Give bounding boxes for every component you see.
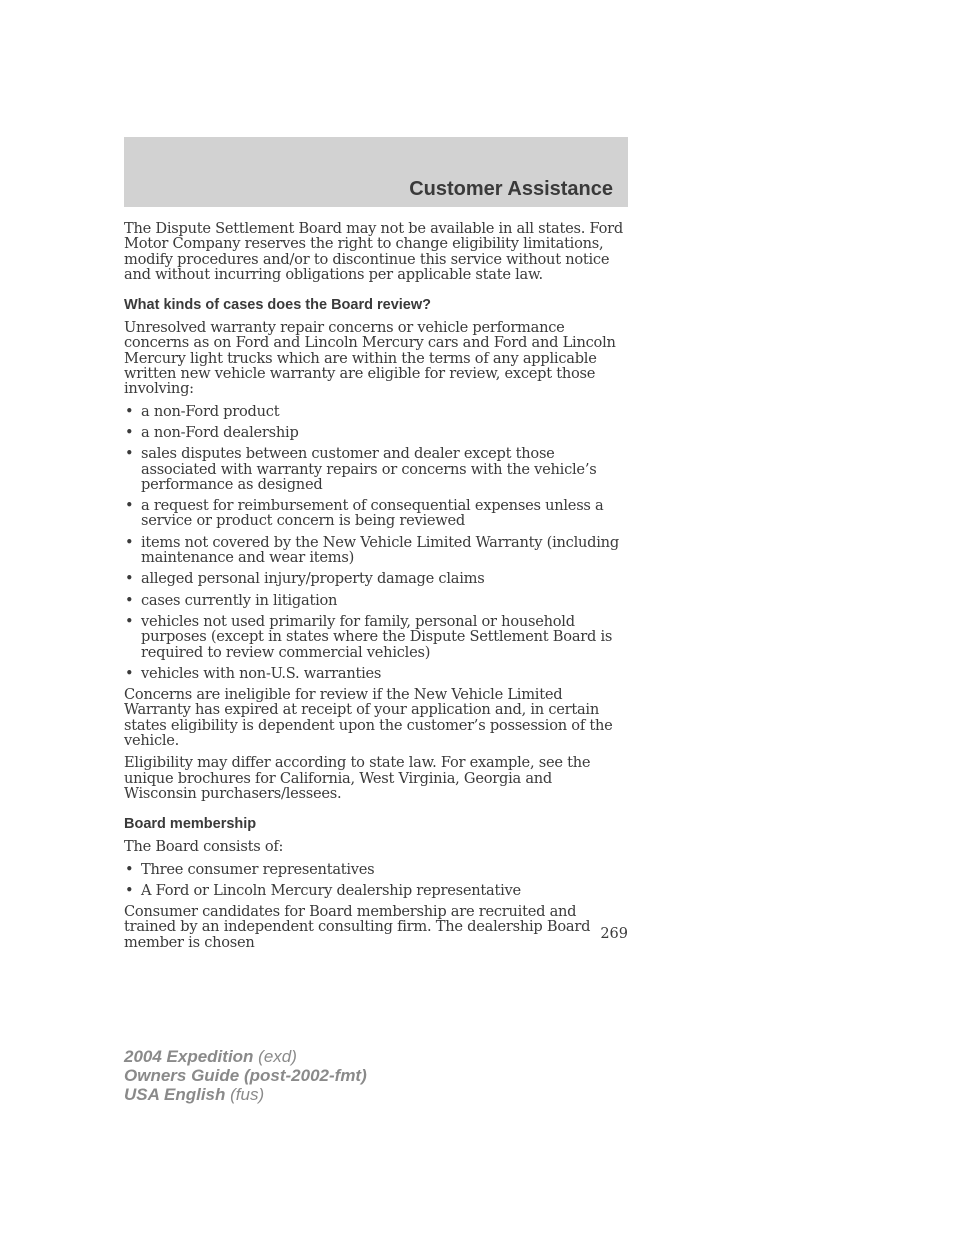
list-item: • a non-Ford dealership: [125, 423, 299, 441]
bullet-icon: •: [125, 497, 134, 515]
eligibility-paragraph: Eligibility may differ according to state law. For example, see the unique brochures for California, West Virginia, Georgia and Wisconsin purchasers/lessees.: [124, 754, 591, 802]
ineligible-paragraph: Concerns are ineligible for review if the New Vehicle Limited Warranty has expired at receipt of your application and, in certain states eligibility is dependent upon the customer’s possession of the vehicle.: [124, 686, 613, 750]
list-item: • alleged personal injury/property damage claims: [125, 570, 485, 588]
section-title: Customer Assistance: [409, 178, 613, 200]
bullet-icon: •: [125, 881, 134, 899]
list-item: • A Ford or Lincoln Mercury dealership representative: [125, 881, 521, 899]
bullet-icon: •: [125, 591, 134, 609]
list-item: • a request for reimbursement of consequential expenses unless a service or product concern is being reviewed: [125, 497, 604, 530]
bullet-icon: •: [125, 533, 134, 551]
list-item: • a non-Ford product: [125, 402, 280, 420]
heading-board-membership: Board membership: [124, 816, 257, 833]
list-item: • Three consumer representatives: [125, 860, 375, 878]
heading-cases-reviewed: What kinds of cases does the Board review?: [124, 297, 431, 314]
candidates-paragraph: Consumer candidates for Board membership are recruited and trained by an independent consulting firm. The dealership Board member is chosen: [124, 903, 591, 951]
bullet-icon: •: [125, 664, 134, 682]
footer-line-guide: Owners Guide (post-2002-fmt): [124, 1066, 367, 1085]
list-item: • sales disputes between customer and dealer except those associated with warranty repairs or concerns with the vehicle’s performance as designed: [125, 445, 597, 493]
bullet-icon: •: [125, 423, 134, 441]
list-item: • cases currently in litigation: [125, 591, 338, 609]
list-item: • items not covered by the New Vehicle Limited Warranty (including maintenance and wear items): [125, 533, 619, 567]
footer-line-model: 2004 Expedition (exd): [124, 1047, 297, 1066]
footer-line-language: USA English (fus): [124, 1085, 265, 1104]
board-consists-paragraph: The Board consists of:: [124, 838, 284, 856]
board-members-list: [124, 862, 628, 899]
document-footer: [124, 1047, 367, 1104]
cases-paragraph: Unresolved warranty repair concerns or vehicle performance concerns as on Ford and Lincoln Mercury cars and Ford and Lincoln Mercury light trucks which are within the terms of any applicable written new vehicle warranty are eligible for review, except those involving:: [124, 319, 616, 398]
bullet-icon: •: [125, 612, 134, 630]
list-item: • vehicles not used primarily for family, personal or household purposes (except in states where the Dispute Settlement Board is required to review commercial vehicles): [125, 612, 613, 661]
bullet-icon: •: [125, 402, 134, 420]
bullet-icon: •: [125, 445, 134, 463]
page-number: 269: [600, 926, 628, 942]
page-content: [124, 221, 628, 957]
bullet-icon: •: [125, 570, 134, 588]
list-item: • vehicles with non-U.S. warranties: [125, 664, 382, 682]
section-header-band: [124, 137, 628, 207]
exclusions-list: [124, 404, 628, 681]
intro-paragraph: The Dispute Settlement Board may not be available in all states. Ford Motor Company reserves the right to change eligibility limitations, modify procedures and/or to discontinue this service without notice and without incurring obligations per applicable state law.: [124, 220, 623, 283]
bullet-icon: •: [125, 860, 134, 878]
